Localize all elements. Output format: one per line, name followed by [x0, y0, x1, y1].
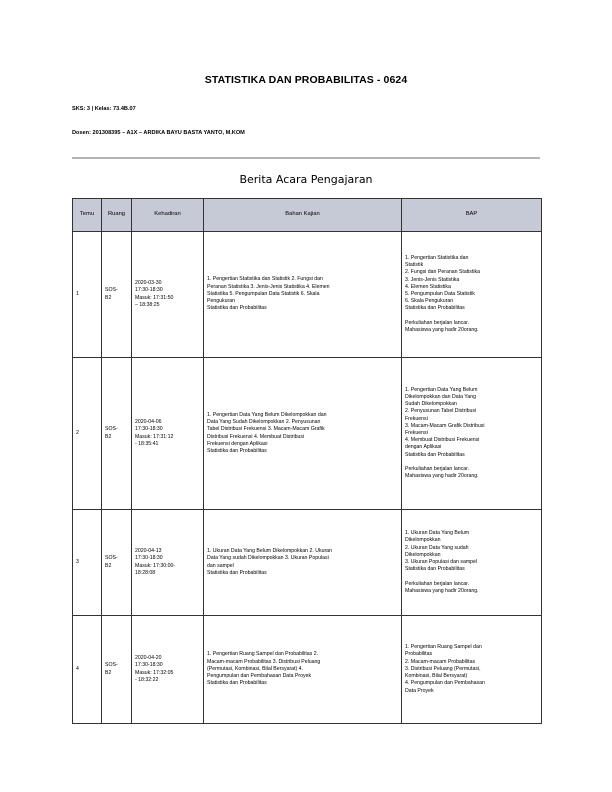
kehadiran-line: Masuk: 17:31:12 [135, 433, 174, 440]
bahan-line: (Permutasi, Kombinasi, Bilal Bersyarat) 4. [207, 665, 304, 672]
cell-bahan-kajian [204, 616, 402, 724]
table-row [73, 358, 542, 510]
bap-line [405, 573, 538, 580]
bap-line: 4. Membuat Distribusi Frekuensi [405, 437, 480, 444]
bap-line: Statistika dan Probabilitas [405, 566, 465, 573]
bahan-line: Data Yang Sudah Dikelompokkan 2. Penyusunan [207, 419, 321, 426]
kehadiran-line: - 18:35:41 [135, 440, 159, 447]
ruang-line: B2 [105, 433, 112, 440]
bap-line: 2. Ukuran Data Yang sudah [405, 544, 469, 551]
table-row [73, 616, 542, 724]
course-meta: SKS: 3 | Kelas: 73.4B.07 [72, 106, 136, 112]
bap-line: Probabilitas [405, 651, 433, 658]
cell-kehadiran [132, 232, 204, 358]
ruang-line: SOS- [105, 662, 118, 669]
bap-line: Dikelompokkan [405, 537, 441, 544]
bahan-line: Macam-macam Probabilitas 3. Distribusi Peluang [207, 658, 321, 665]
kehadiran-line: 2020-04-20 [135, 655, 162, 662]
kehadiran-line: – 18:38:25 [135, 301, 160, 308]
bap-line: Mahasiswa yang hadir 20orang. [405, 473, 479, 480]
section-title: Berita Acara Pengajaran [239, 173, 373, 186]
cell-bap [402, 510, 542, 616]
bahan-line: Statistika 5. Pengumpulan Data Statistik 6. Skala [207, 290, 320, 297]
header-bahan-kajian: Bahan Kajian [204, 199, 402, 232]
bap-line: dengan Aplikasi [405, 444, 442, 451]
cell-kehadiran [132, 510, 204, 616]
course-title: STATISTIKA DAN PROBABILITAS - 0624 [204, 74, 408, 86]
kehadiran-line: 17:30-18:30 [135, 662, 163, 669]
bahan-line: Peranan Statistika 3. Jenis-Jenis Statistika 4. Elemen [207, 283, 330, 290]
ruang-line: B2 [105, 562, 112, 569]
bap-line: 2. Macam-macam Probabilitas [405, 658, 476, 665]
cell-temu: 3 [73, 510, 102, 616]
bap-line: Data Proyek [405, 687, 434, 694]
bahan-line: Statistika dan Probabilitas [207, 569, 267, 576]
kehadiran-line: Masuk: 17:31:50 [135, 294, 174, 301]
bap-line: Statistika dan Probabilitas [405, 451, 465, 458]
divider [72, 157, 540, 159]
bap-line: Kombinasi, Bilal Bersyarat) [405, 673, 468, 680]
bahan-line: 1. Pengertian Statistika dan Statistik 2. Fungsi dan [207, 276, 323, 283]
bahan-line: Distribusi Frekuensi 4. Membuat Distribusi [207, 433, 305, 440]
bahan-line: 1. Pengertian Ruang Sampel dan Probabilitas 2. [207, 651, 319, 658]
bap-line: Dikelompokkan [405, 551, 441, 558]
cell-kehadiran [132, 358, 204, 510]
bahan-line: Pengukuran [207, 298, 235, 305]
ruang-line: B2 [105, 669, 112, 676]
bap-line: 3. Distribusi Peluang (Permutasi, [405, 665, 481, 672]
bahan-line: Data Yang sudah Dikelompokkan 3. Ukuran Populasi [207, 555, 329, 562]
header-kehadiran: Kehadiran [132, 199, 204, 232]
bap-line: Mahasiswa yang hadir 20orang. [405, 587, 479, 594]
bahan-line: Statistika dan Probabilitas [207, 305, 267, 312]
bap-line: 4. Elemen Statistika [405, 283, 451, 290]
bahan-line: Statistika dan Probabilitas [207, 680, 267, 687]
bap-line: 1. Pengertian Ruang Sampel dan [405, 644, 482, 651]
ruang-line: SOS- [105, 287, 118, 294]
kehadiran-line: 17:30-18:30 [135, 555, 163, 562]
bap-line: 3. Ukuran Populasi dan sampel [405, 558, 478, 565]
cell-ruang [102, 358, 132, 510]
cell-ruang [102, 510, 132, 616]
kehadiran-line: 2020-03-30 [135, 280, 162, 287]
bap-line [405, 459, 538, 466]
bap-line: 6. Skala Pengukuran [405, 298, 454, 305]
kehadiran-line: 18:28:08 [135, 569, 156, 576]
kehadiran-line: Masuk: 17:30:00- [135, 562, 176, 569]
kehadiran-line: 2020-04-13 [135, 548, 162, 555]
bap-line: 4. Pengumpulan dan Pembahasan [405, 680, 485, 687]
bap-line: Statistika dan Probabilitas [405, 305, 465, 312]
bap-line: Frekuensi [405, 429, 428, 436]
bap-line: 5. Pengumpulan Data Statistik [405, 290, 475, 297]
bap-line: 3. Jenis-Jenis Statistika [405, 276, 460, 283]
bahan-line: 1. Pengertian Data Yang Belum Dikelompokkan dan [207, 411, 327, 418]
header-ruang: Ruang [102, 199, 132, 232]
cell-ruang [102, 616, 132, 724]
kehadiran-line: Masuk: 17:32:05 [135, 669, 174, 676]
bap-line [405, 313, 538, 320]
header-bap: BAP [402, 199, 542, 232]
ruang-line: SOS- [105, 555, 118, 562]
header-temu: Temu [73, 199, 102, 232]
ruang-line: SOS- [105, 426, 118, 433]
bahan-line: 1. Ukuran Data Yang Belum Dikelompokkan 2. Ukuran [207, 548, 332, 555]
cell-bap [402, 358, 542, 510]
cell-ruang [102, 232, 132, 358]
cell-bap [402, 232, 542, 358]
cell-bahan-kajian [204, 232, 402, 358]
bap-line: 2. Fungsi dan Peranan Statistika [405, 269, 480, 276]
bahan-line: dan sampel [207, 562, 234, 569]
bap-line: 3. Macam-Macam Grafik Distribusi [405, 422, 485, 429]
bap-line: 2. Penyusunan Tabel Distribusi [405, 408, 477, 415]
bahan-line: Pengumpulan dan Pembahasan Data Proyek [207, 673, 312, 680]
kehadiran-line: 2020-04-06 [135, 419, 162, 426]
cell-temu: 4 [73, 616, 102, 724]
bahan-line: Frekuensi dengan Aplikasi [207, 440, 268, 447]
cell-bahan-kajian [204, 510, 402, 616]
bahan-line: Statistika dan Probabilitas [207, 447, 267, 454]
kehadiran-line: - 18:32:22 [135, 676, 159, 683]
cell-kehadiran [132, 616, 204, 724]
bap-line: 1. Ukuran Data Yang Belum [405, 530, 470, 537]
kehadiran-line: 17:30-18:30 [135, 287, 163, 294]
bap-line: Perkuliahan berjalan lancar. [405, 319, 470, 326]
bap-line: Mahasiswa yang hadir 20orang. [405, 326, 479, 333]
table-row [73, 510, 542, 616]
table-row [73, 232, 542, 358]
cell-bap [402, 616, 542, 724]
bap-line: 1. Pengertian Statistika dan [405, 254, 469, 261]
teaching-report-table [72, 198, 542, 724]
bap-line: Dikelompokkan dan Data Yang [405, 393, 477, 400]
kehadiran-line: 17:30-18:30 [135, 426, 163, 433]
bap-line: Perkuliahan berjalan lancar. [405, 580, 470, 587]
cell-bahan-kajian [204, 358, 402, 510]
bap-line: Sudah Dikelompokkan [405, 401, 457, 408]
bap-line: Statistik [405, 262, 424, 269]
bap-line: Perkuliahan berjalan lancar. [405, 465, 470, 472]
lecturer-info: Dosen: 201308395 – A1X – ARDIKA BAYU BASTA YANTO, M.KOM [72, 130, 245, 136]
bahan-line: Tabel Distribusi Frekuensi 3. Macam-Macam Grafik [207, 426, 325, 433]
bap-line: Frekuensi [405, 415, 428, 422]
cell-temu: 1 [73, 232, 102, 358]
cell-temu: 2 [73, 358, 102, 510]
table-header-row [73, 199, 542, 232]
ruang-line: B2 [105, 294, 112, 301]
bap-line: 1. Pengertian Data Yang Belum [405, 386, 478, 393]
